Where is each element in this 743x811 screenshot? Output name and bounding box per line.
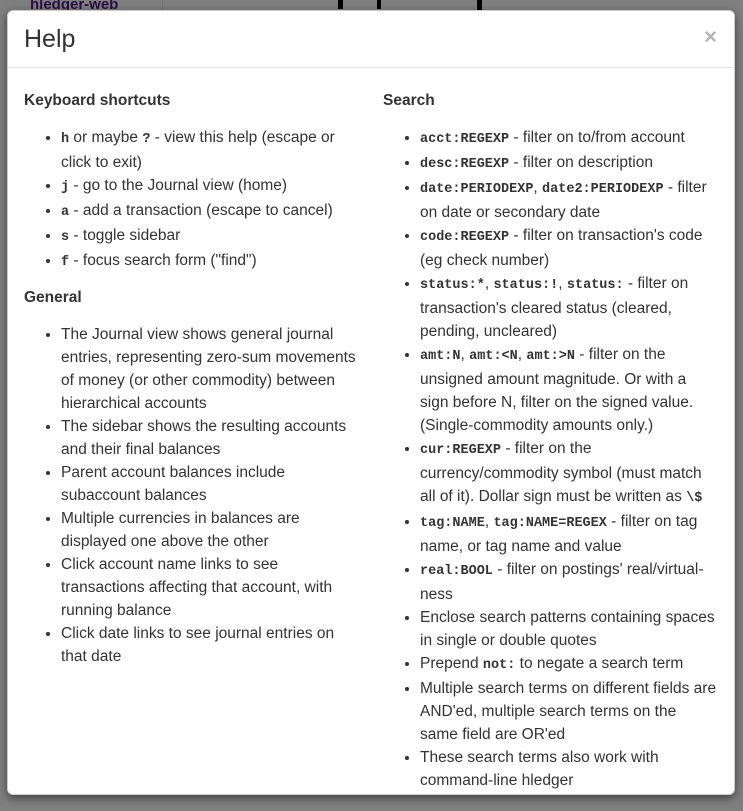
help-list bbox=[383, 126, 718, 792]
list-item: • Click account name links to see transactions affecting that account, with running balance bbox=[61, 553, 359, 622]
list-item: • acct:REGEXP - filter on to/from account bbox=[420, 126, 718, 151]
code-term: j bbox=[61, 180, 70, 195]
code-term: tag:NAME bbox=[420, 516, 485, 531]
list-item: • amt:N, amt:<N, amt:>N - filter on the unsigned amount magnitude. Or with a sign before N, filter on the signed value. (Single-commodity amounts only.) bbox=[420, 343, 718, 437]
code-term: amt:N bbox=[420, 349, 461, 364]
help-list bbox=[24, 126, 359, 274]
list-item: • a - add a transaction (escape to cancel) bbox=[61, 199, 359, 224]
list-item: • Multiple search terms on different fields are AND'ed, multiple search terms on the same field are OR'ed bbox=[420, 677, 718, 746]
code-term: desc:REGEXP bbox=[420, 157, 510, 172]
modal-header bbox=[8, 11, 734, 68]
code-term: date2:PERIODEXP bbox=[542, 182, 664, 197]
code-term: status:* bbox=[420, 278, 485, 293]
help-modal bbox=[7, 10, 735, 795]
list-item: • These search terms also work with command-line hledger bbox=[420, 746, 718, 792]
code-term: cur:REGEXP bbox=[420, 443, 502, 458]
section-heading: Search bbox=[383, 92, 435, 109]
code-term: ? bbox=[142, 132, 151, 147]
list-item: • h or maybe ? - view this help (escape or click to exit) bbox=[61, 126, 359, 174]
list-item: • j - go to the Journal view (home) bbox=[61, 174, 359, 199]
code-term: tag:NAME=REGEX bbox=[493, 516, 607, 531]
list-item: • cur:REGEXP - filter on the currency/commodity symbol (must match all of it). Dollar sign must be written as \$ bbox=[420, 437, 718, 510]
list-item: • The sidebar shows the resulting accounts and their final balances bbox=[61, 415, 359, 461]
list-item: • f - focus search form ("find") bbox=[61, 249, 359, 274]
list-item: • Multiple currencies in balances are displayed one above the other bbox=[61, 507, 359, 553]
code-term: amt:<N bbox=[469, 349, 518, 364]
section-heading: Keyboard shortcuts bbox=[24, 92, 171, 109]
code-term: amt:>N bbox=[526, 349, 575, 364]
help-list bbox=[24, 323, 359, 668]
right-column bbox=[371, 83, 730, 795]
modal-body bbox=[8, 68, 734, 795]
left-column bbox=[12, 83, 371, 682]
list-item: • Parent account balances include subaccount balances bbox=[61, 461, 359, 507]
section-heading: General bbox=[24, 289, 82, 306]
modal-title: Help bbox=[24, 25, 76, 53]
code-term: not: bbox=[482, 658, 516, 673]
list-item: • code:REGEXP - filter on transaction's code (eg check number) bbox=[420, 224, 718, 272]
code-term: s bbox=[61, 230, 70, 245]
code-term: real:BOOL bbox=[420, 564, 493, 579]
code-term: status: bbox=[566, 278, 624, 293]
list-item: • Prepend not: to negate a search term bbox=[420, 652, 718, 677]
list-item: • real:BOOL - filter on postings' real/virtual-ness bbox=[420, 558, 718, 606]
code-term: f bbox=[61, 255, 70, 270]
list-item: • date:PERIODEXP, date2:PERIODEXP - filter on date or secondary date bbox=[420, 176, 718, 224]
code-term: a bbox=[61, 205, 70, 220]
close-icon[interactable]: × bbox=[704, 24, 717, 49]
list-item: • The Journal view shows general journal entries, representing zero-sum movements of money (or other commodity) between hierarchical accounts bbox=[61, 323, 359, 415]
list-item: • status:*, status:!, status: - filter on transaction's cleared status (cleared, pending, uncleared) bbox=[420, 272, 718, 343]
code-term: date:PERIODEXP bbox=[420, 182, 534, 197]
code-term: status:! bbox=[493, 278, 559, 293]
list-item: • s - toggle sidebar bbox=[61, 224, 359, 249]
code-term: h bbox=[61, 132, 70, 147]
code-term: \$ bbox=[686, 491, 703, 506]
list-item: • Click date links to see journal entries on that date bbox=[61, 622, 359, 668]
list-item: • desc:REGEXP - filter on description bbox=[420, 151, 718, 176]
code-term: code:REGEXP bbox=[420, 230, 510, 245]
code-term: acct:REGEXP bbox=[420, 132, 510, 147]
list-item: • Enclose search patterns containing spaces in single or double quotes bbox=[420, 606, 718, 652]
list-item: • tag:NAME, tag:NAME=REGEX - filter on tag name, or tag name and value bbox=[420, 510, 718, 558]
